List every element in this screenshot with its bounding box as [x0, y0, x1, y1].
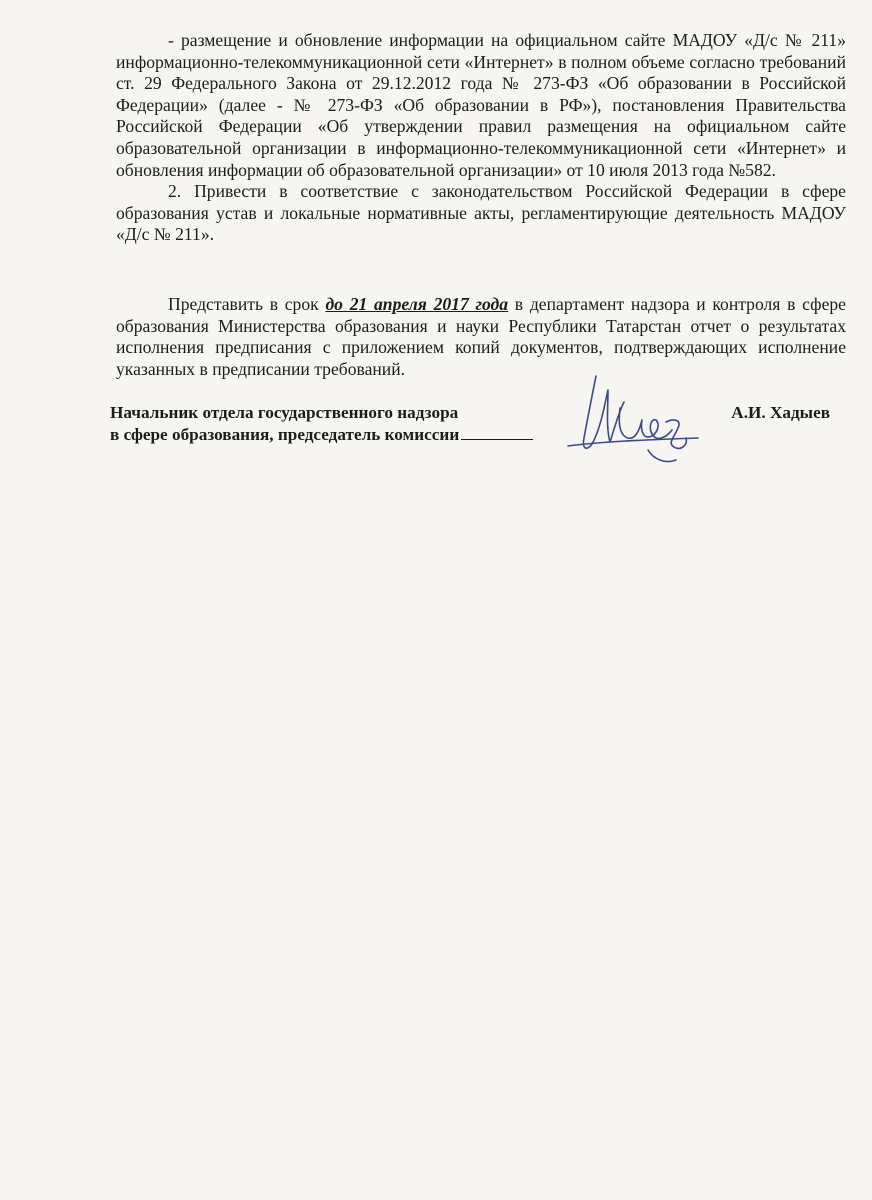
- signatory-title-line1: Начальник отдела государственного надзора: [110, 403, 459, 422]
- handwritten-signature: [548, 368, 708, 468]
- signatory-name: А.И. Хадыев: [731, 403, 830, 422]
- paragraph-item-2: 2. Привести в соответствие с законодательством Российской Федерации в сфере образования устав и локальные нормативные акты, регламентирующие деятельность МАДОУ «Д/с № 211».: [116, 181, 846, 245]
- signature-line: [461, 439, 533, 440]
- paragraph-report: [116, 294, 846, 380]
- signature-block: [110, 402, 830, 446]
- report-after: в департамент надзора и контроля в сфере образования Министерства образования и науки Республики Татарстан отчет о результатах исполнения предписания с приложением копий документов, подтверждающих исполнение указанных в предписании требований.: [116, 293, 846, 379]
- report-deadline: до 21 апреля 2017 года: [325, 293, 509, 314]
- paragraph-website-info: - размещение и обновление информации на официальном сайте МАДОУ «Д/с № 211» информационно-телекоммуникационной сети «Интернет» в полном объеме согласно требований ст. 29 Федерального Закона от 29.12.2012 года № 273-ФЗ «Об образовании в Российской Федерации» (далее - № 273-ФЗ «Об образовании в РФ»), постановления Правительства Российской Федерации «Об утверждении правил размещения на официальном сайте образовательной организации в информационно-телекоммуникационной сети «Интернет» и обновления информации об образовательной организации» от 10 июля 2013 года №582.: [116, 30, 846, 180]
- document-body: [116, 30, 846, 380]
- report-before: Представить в срок: [168, 293, 326, 314]
- signatory-title-line2: в сфере образования, председатель комиссии: [110, 425, 460, 444]
